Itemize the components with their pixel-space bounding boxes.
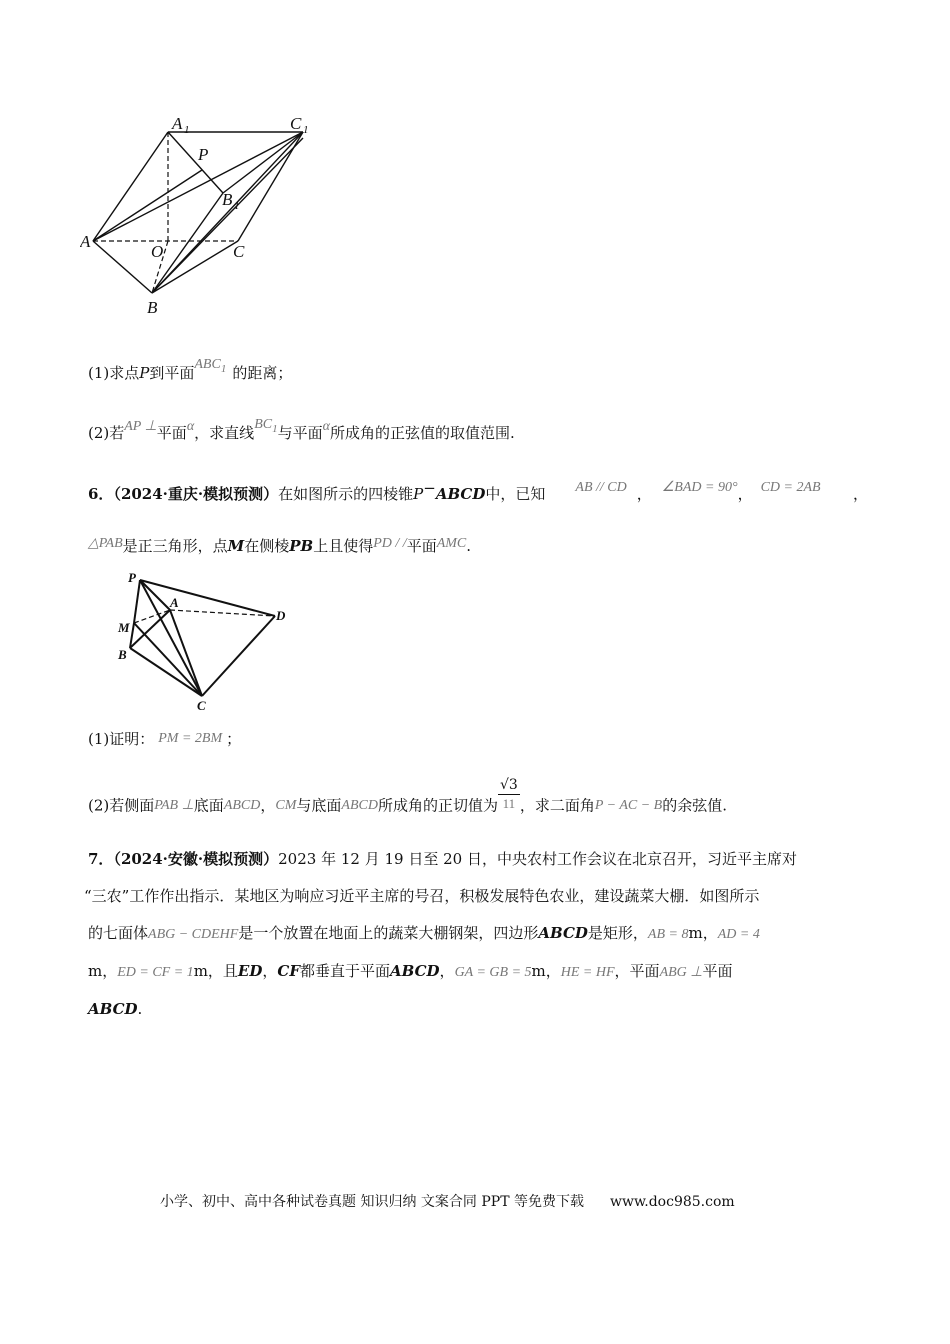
figure-prism	[80, 105, 340, 325]
q7-line2: “三农”工作作出指示．某地区为响应习近平主席的号召，积极发展特色农业，建设蔬菜大棚．如图所示	[84, 887, 760, 905]
q7-line3: 的七面体ABG − CDEHF是一个放置在地面上的蔬菜大棚钢架，四边形ABCD是矩形，AB = 8m，AD = 4	[88, 924, 760, 942]
q7-number: 7．	[88, 850, 114, 868]
label-A: A	[80, 232, 91, 251]
label-O: O	[151, 242, 164, 261]
label-C: C	[197, 698, 206, 713]
footer	[160, 1191, 735, 1213]
q7-line5: ABCD.	[88, 1000, 143, 1018]
footer-text: 小学、初中、高中各种试卷真题 知识归纳 文案合同 PPT 等免费下载	[160, 1194, 584, 1210]
label-C: C	[233, 242, 245, 261]
q6-part2: (2)若侧面PAB ⊥底面ABCD，CM与底面ABCD所成角的正切值为 $\frac{√3}{11}$ ，求二面角P − AC − B的余弦值.	[88, 777, 727, 815]
q6-source: （2024·重庆·模拟预测）	[113, 485, 279, 503]
svg-text:1: 1	[303, 124, 309, 136]
label-P: P	[128, 570, 136, 585]
figure-pyramid	[110, 568, 300, 713]
q7-line1: 7．（2024·安徽·模拟预测）2023 年 12 月 19 日至 20 日，中央农村工作会议在北京召开，习近平主席对	[88, 850, 797, 868]
svg-text:1: 1	[234, 200, 240, 212]
label-C1: C	[290, 114, 302, 133]
q6-number: 6．	[88, 485, 114, 503]
label-A: A	[170, 595, 179, 610]
label-M: M	[118, 620, 130, 635]
q6-part1: (1)证明： PM = 2BM ；	[88, 730, 242, 748]
label-B: B	[147, 298, 158, 317]
q5-part1: (1)求点P到平面ABC$^1$ 的距离；	[88, 357, 293, 382]
q6-line1: 6．（2024·重庆·模拟预测）在如图所示的四棱锥P−ABCD中，已知 AB // CD ， ∠BAD = 90°， CD = 2AB ，	[88, 479, 868, 503]
q5-part2: (2)若AP ⊥平面α，求直线$BC^1$与平面α所成角的正弦值的取值范围.	[88, 417, 515, 442]
q7-line4: m，ED = CF = 1m，且ED，CF都垂直于平面ABCD，GA = GB = 5m，HE = HF，平面ABG ⊥平面	[88, 962, 733, 980]
q6-line2: △PAB是正三角形，点M在侧棱PB上且使得PD / /平面AMC.	[88, 536, 472, 555]
label-A1: A	[172, 114, 183, 133]
fraction-sqrt3-over-11: $\frac{√3}{11}$	[499, 777, 518, 811]
label-B1: B	[222, 190, 233, 209]
footer-link[interactable]: www.doc985.com	[609, 1194, 735, 1210]
label-P: P	[198, 145, 209, 164]
label-B: B	[118, 647, 127, 662]
svg-text:1: 1	[184, 124, 190, 136]
label-D: D	[276, 608, 286, 623]
q7-source: （2024·安徽·模拟预测）	[113, 850, 279, 868]
